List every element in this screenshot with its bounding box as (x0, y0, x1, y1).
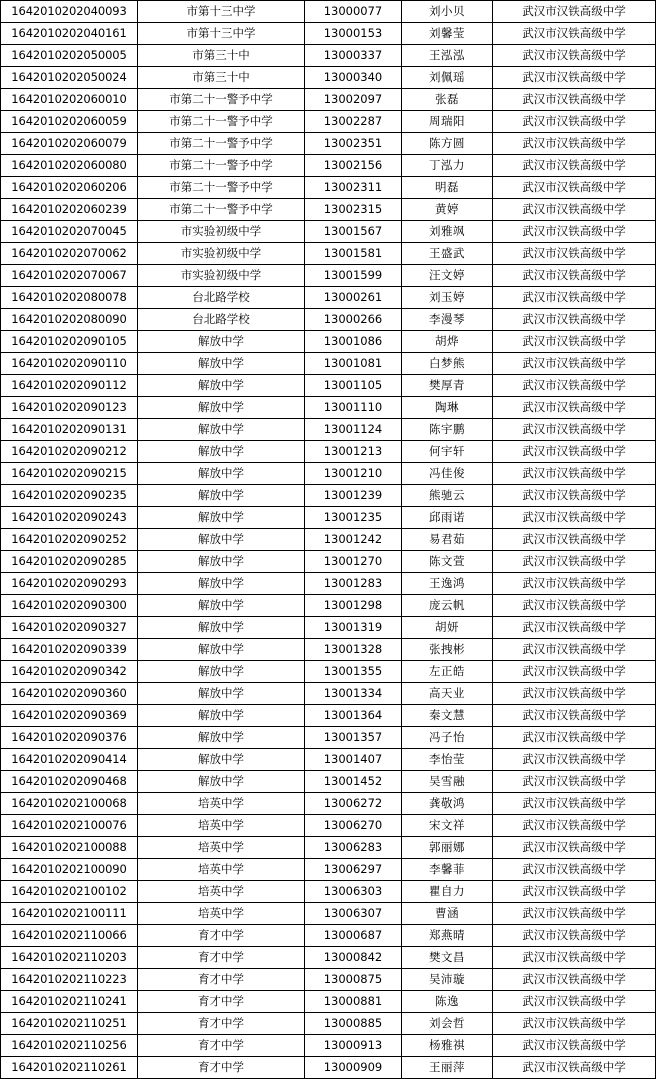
table-row (1, 859, 656, 881)
cell-report_id: 1642010202090468 (1, 771, 138, 793)
cell-destination: 武汉市汉铁高级中学 (493, 1, 656, 23)
cell-school: 解放中学 (138, 617, 305, 639)
cell-code: 13001086 (305, 331, 402, 353)
cell-school: 解放中学 (138, 485, 305, 507)
cell-report_id: 1642010202050005 (1, 45, 138, 67)
cell-code: 13001581 (305, 243, 402, 265)
roster-table-body (1, 1, 656, 1079)
cell-school: 市第二十一警予中学 (138, 133, 305, 155)
cell-destination: 武汉市汉铁高级中学 (493, 199, 656, 221)
cell-school: 市第三十中 (138, 67, 305, 89)
cell-report_id: 1642010202070067 (1, 265, 138, 287)
cell-school: 市实验初级中学 (138, 221, 305, 243)
cell-destination: 武汉市汉铁高级中学 (493, 551, 656, 573)
cell-destination: 武汉市汉铁高级中学 (493, 815, 656, 837)
cell-destination: 武汉市汉铁高级中学 (493, 67, 656, 89)
cell-code: 13001407 (305, 749, 402, 771)
cell-name: 陶琳 (402, 397, 493, 419)
cell-school: 解放中学 (138, 397, 305, 419)
cell-name: 秦文慧 (402, 705, 493, 727)
table-row (1, 969, 656, 991)
cell-school: 市第二十一警予中学 (138, 177, 305, 199)
cell-school: 解放中学 (138, 463, 305, 485)
cell-name: 郭丽娜 (402, 837, 493, 859)
cell-name: 白梦熊 (402, 353, 493, 375)
table-row (1, 111, 656, 133)
table-row (1, 155, 656, 177)
cell-code: 13000261 (305, 287, 402, 309)
cell-name: 吴沛璇 (402, 969, 493, 991)
cell-school: 育才中学 (138, 991, 305, 1013)
table-row (1, 947, 656, 969)
cell-code: 13001452 (305, 771, 402, 793)
cell-destination: 武汉市汉铁高级中学 (493, 529, 656, 551)
cell-report_id: 1642010202040093 (1, 1, 138, 23)
cell-name: 胡妍 (402, 617, 493, 639)
cell-school: 解放中学 (138, 331, 305, 353)
cell-report_id: 1642010202070062 (1, 243, 138, 265)
table-row (1, 441, 656, 463)
cell-code: 13000337 (305, 45, 402, 67)
cell-code: 13000340 (305, 67, 402, 89)
cell-destination: 武汉市汉铁高级中学 (493, 353, 656, 375)
cell-code: 13001319 (305, 617, 402, 639)
cell-school: 解放中学 (138, 727, 305, 749)
cell-school: 培英中学 (138, 793, 305, 815)
cell-report_id: 1642010202060080 (1, 155, 138, 177)
cell-destination: 武汉市汉铁高级中学 (493, 881, 656, 903)
cell-destination: 武汉市汉铁高级中学 (493, 925, 656, 947)
cell-school: 市第十三中学 (138, 1, 305, 23)
cell-code: 13001298 (305, 595, 402, 617)
cell-name: 刘玉婷 (402, 287, 493, 309)
cell-code: 13001599 (305, 265, 402, 287)
cell-code: 13006272 (305, 793, 402, 815)
cell-report_id: 1642010202080078 (1, 287, 138, 309)
cell-code: 13001357 (305, 727, 402, 749)
cell-code: 13000077 (305, 1, 402, 23)
cell-report_id: 1642010202110261 (1, 1057, 138, 1079)
cell-destination: 武汉市汉铁高级中学 (493, 859, 656, 881)
cell-report_id: 1642010202090110 (1, 353, 138, 375)
cell-destination: 武汉市汉铁高级中学 (493, 661, 656, 683)
cell-school: 台北路学校 (138, 309, 305, 331)
cell-report_id: 1642010202090112 (1, 375, 138, 397)
table-row (1, 67, 656, 89)
table-row (1, 199, 656, 221)
cell-code: 13000913 (305, 1035, 402, 1057)
cell-code: 13001355 (305, 661, 402, 683)
cell-code: 13001270 (305, 551, 402, 573)
table-row (1, 89, 656, 111)
cell-code: 13000909 (305, 1057, 402, 1079)
cell-school: 市实验初级中学 (138, 265, 305, 287)
cell-name: 丁泓力 (402, 155, 493, 177)
cell-name: 冯子怡 (402, 727, 493, 749)
cell-code: 13002097 (305, 89, 402, 111)
cell-name: 陈宇鹏 (402, 419, 493, 441)
cell-name: 瞿自力 (402, 881, 493, 903)
cell-name: 王泓泓 (402, 45, 493, 67)
cell-destination: 武汉市汉铁高级中学 (493, 397, 656, 419)
cell-destination: 武汉市汉铁高级中学 (493, 441, 656, 463)
cell-report_id: 1642010202060010 (1, 89, 138, 111)
table-row (1, 661, 656, 683)
cell-school: 解放中学 (138, 683, 305, 705)
cell-name: 陈逸 (402, 991, 493, 1013)
cell-code: 13001124 (305, 419, 402, 441)
cell-report_id: 1642010202060206 (1, 177, 138, 199)
cell-name: 邱雨诺 (402, 507, 493, 529)
table-row (1, 243, 656, 265)
cell-school: 市第二十一警予中学 (138, 199, 305, 221)
cell-code: 13006270 (305, 815, 402, 837)
cell-code: 13000875 (305, 969, 402, 991)
table-row (1, 1057, 656, 1079)
cell-name: 熊驰云 (402, 485, 493, 507)
table-row (1, 815, 656, 837)
table-row (1, 639, 656, 661)
cell-school: 市第二十一警予中学 (138, 155, 305, 177)
cell-destination: 武汉市汉铁高级中学 (493, 507, 656, 529)
cell-destination: 武汉市汉铁高级中学 (493, 573, 656, 595)
cell-report_id: 1642010202100090 (1, 859, 138, 881)
cell-name: 张拽彬 (402, 639, 493, 661)
cell-school: 育才中学 (138, 1035, 305, 1057)
cell-report_id: 1642010202060079 (1, 133, 138, 155)
cell-destination: 武汉市汉铁高级中学 (493, 485, 656, 507)
table-row (1, 551, 656, 573)
table-row (1, 177, 656, 199)
cell-destination: 武汉市汉铁高级中学 (493, 683, 656, 705)
table-row (1, 23, 656, 45)
table-row (1, 617, 656, 639)
cell-school: 解放中学 (138, 507, 305, 529)
table-row (1, 771, 656, 793)
cell-code: 13001105 (305, 375, 402, 397)
cell-report_id: 1642010202090342 (1, 661, 138, 683)
cell-school: 培英中学 (138, 815, 305, 837)
table-row (1, 595, 656, 617)
cell-report_id: 1642010202070045 (1, 221, 138, 243)
cell-school: 解放中学 (138, 353, 305, 375)
cell-report_id: 1642010202090376 (1, 727, 138, 749)
cell-destination: 武汉市汉铁高级中学 (493, 177, 656, 199)
cell-destination: 武汉市汉铁高级中学 (493, 749, 656, 771)
cell-destination: 武汉市汉铁高级中学 (493, 969, 656, 991)
cell-destination: 武汉市汉铁高级中学 (493, 111, 656, 133)
cell-code: 13001235 (305, 507, 402, 529)
cell-report_id: 1642010202060239 (1, 199, 138, 221)
cell-report_id: 1642010202090327 (1, 617, 138, 639)
cell-report_id: 1642010202110241 (1, 991, 138, 1013)
cell-code: 13001210 (305, 463, 402, 485)
cell-name: 刘小贝 (402, 1, 493, 23)
cell-code: 13001283 (305, 573, 402, 595)
cell-report_id: 1642010202100111 (1, 903, 138, 925)
table-row (1, 837, 656, 859)
cell-destination: 武汉市汉铁高级中学 (493, 727, 656, 749)
table-row (1, 683, 656, 705)
table-row (1, 419, 656, 441)
cell-name: 李漫琴 (402, 309, 493, 331)
cell-name: 高天业 (402, 683, 493, 705)
cell-code: 13000266 (305, 309, 402, 331)
table-row (1, 1013, 656, 1035)
cell-school: 育才中学 (138, 1013, 305, 1035)
table-row (1, 903, 656, 925)
cell-name: 杨雅祺 (402, 1035, 493, 1057)
cell-school: 市第二十一警予中学 (138, 89, 305, 111)
table-row (1, 397, 656, 419)
cell-report_id: 1642010202090215 (1, 463, 138, 485)
cell-school: 解放中学 (138, 705, 305, 727)
cell-destination: 武汉市汉铁高级中学 (493, 771, 656, 793)
cell-report_id: 1642010202110223 (1, 969, 138, 991)
cell-school: 解放中学 (138, 639, 305, 661)
cell-school: 培英中学 (138, 859, 305, 881)
cell-destination: 武汉市汉铁高级中学 (493, 903, 656, 925)
cell-destination: 武汉市汉铁高级中学 (493, 1057, 656, 1079)
cell-name: 明磊 (402, 177, 493, 199)
cell-destination: 武汉市汉铁高级中学 (493, 265, 656, 287)
table-row (1, 221, 656, 243)
cell-report_id: 1642010202090235 (1, 485, 138, 507)
cell-school: 市第三十中 (138, 45, 305, 67)
table-row (1, 991, 656, 1013)
table-row (1, 331, 656, 353)
cell-destination: 武汉市汉铁高级中学 (493, 243, 656, 265)
cell-name: 樊厚青 (402, 375, 493, 397)
table-row (1, 265, 656, 287)
cell-code: 13001110 (305, 397, 402, 419)
cell-destination: 武汉市汉铁高级中学 (493, 375, 656, 397)
cell-school: 解放中学 (138, 441, 305, 463)
table-row (1, 507, 656, 529)
cell-code: 13000153 (305, 23, 402, 45)
cell-name: 王逸鸿 (402, 573, 493, 595)
cell-school: 育才中学 (138, 969, 305, 991)
cell-school: 台北路学校 (138, 287, 305, 309)
cell-name: 胡烨 (402, 331, 493, 353)
cell-school: 解放中学 (138, 419, 305, 441)
cell-report_id: 1642010202100076 (1, 815, 138, 837)
cell-name: 周瑞阳 (402, 111, 493, 133)
cell-code: 13002351 (305, 133, 402, 155)
cell-destination: 武汉市汉铁高级中学 (493, 463, 656, 485)
cell-destination: 武汉市汉铁高级中学 (493, 595, 656, 617)
cell-code: 13002311 (305, 177, 402, 199)
cell-code: 13006307 (305, 903, 402, 925)
table-row (1, 793, 656, 815)
table-row (1, 485, 656, 507)
cell-school: 育才中学 (138, 925, 305, 947)
cell-report_id: 1642010202080090 (1, 309, 138, 331)
table-row (1, 463, 656, 485)
cell-name: 黄婷 (402, 199, 493, 221)
cell-code: 13006283 (305, 837, 402, 859)
cell-code: 13006297 (305, 859, 402, 881)
cell-report_id: 1642010202090360 (1, 683, 138, 705)
cell-report_id: 1642010202090243 (1, 507, 138, 529)
table-row (1, 309, 656, 331)
cell-name: 李馨菲 (402, 859, 493, 881)
cell-report_id: 1642010202090212 (1, 441, 138, 463)
cell-destination: 武汉市汉铁高级中学 (493, 155, 656, 177)
cell-report_id: 1642010202090339 (1, 639, 138, 661)
cell-code: 13001239 (305, 485, 402, 507)
cell-school: 育才中学 (138, 1057, 305, 1079)
cell-destination: 武汉市汉铁高级中学 (493, 23, 656, 45)
cell-code: 13001213 (305, 441, 402, 463)
cell-code: 13002315 (305, 199, 402, 221)
cell-destination: 武汉市汉铁高级中学 (493, 705, 656, 727)
cell-report_id: 1642010202040161 (1, 23, 138, 45)
cell-name: 李怡莹 (402, 749, 493, 771)
cell-report_id: 1642010202110066 (1, 925, 138, 947)
cell-school: 解放中学 (138, 573, 305, 595)
cell-code: 13006303 (305, 881, 402, 903)
cell-name: 刘会哲 (402, 1013, 493, 1035)
cell-name: 郑燕晴 (402, 925, 493, 947)
cell-name: 龚敬鸿 (402, 793, 493, 815)
cell-code: 13001334 (305, 683, 402, 705)
table-row (1, 45, 656, 67)
cell-destination: 武汉市汉铁高级中学 (493, 419, 656, 441)
cell-report_id: 1642010202050024 (1, 67, 138, 89)
cell-name: 张磊 (402, 89, 493, 111)
cell-name: 王盛武 (402, 243, 493, 265)
cell-report_id: 1642010202090131 (1, 419, 138, 441)
cell-destination: 武汉市汉铁高级中学 (493, 639, 656, 661)
cell-school: 市实验初级中学 (138, 243, 305, 265)
table-row (1, 529, 656, 551)
cell-code: 13001567 (305, 221, 402, 243)
cell-name: 陈文萱 (402, 551, 493, 573)
cell-name: 冯佳俊 (402, 463, 493, 485)
cell-destination: 武汉市汉铁高级中学 (493, 947, 656, 969)
table-row (1, 881, 656, 903)
cell-school: 解放中学 (138, 529, 305, 551)
table-row (1, 375, 656, 397)
cell-report_id: 1642010202090123 (1, 397, 138, 419)
cell-report_id: 1642010202110203 (1, 947, 138, 969)
cell-destination: 武汉市汉铁高级中学 (493, 221, 656, 243)
cell-school: 解放中学 (138, 771, 305, 793)
cell-report_id: 1642010202110256 (1, 1035, 138, 1057)
table-row (1, 727, 656, 749)
cell-report_id: 1642010202100088 (1, 837, 138, 859)
cell-report_id: 1642010202090105 (1, 331, 138, 353)
cell-school: 解放中学 (138, 375, 305, 397)
cell-code: 13000881 (305, 991, 402, 1013)
cell-code: 13002287 (305, 111, 402, 133)
cell-school: 市第二十一警予中学 (138, 111, 305, 133)
cell-code: 13001081 (305, 353, 402, 375)
table-row (1, 133, 656, 155)
cell-report_id: 1642010202090300 (1, 595, 138, 617)
cell-code: 13000885 (305, 1013, 402, 1035)
cell-school: 解放中学 (138, 749, 305, 771)
cell-report_id: 1642010202090414 (1, 749, 138, 771)
cell-school: 育才中学 (138, 947, 305, 969)
cell-destination: 武汉市汉铁高级中学 (493, 617, 656, 639)
cell-school: 培英中学 (138, 881, 305, 903)
cell-name: 易君茹 (402, 529, 493, 551)
cell-report_id: 1642010202100102 (1, 881, 138, 903)
cell-destination: 武汉市汉铁高级中学 (493, 45, 656, 67)
cell-destination: 武汉市汉铁高级中学 (493, 793, 656, 815)
cell-name: 庞云帆 (402, 595, 493, 617)
cell-name: 樊文昌 (402, 947, 493, 969)
table-row (1, 287, 656, 309)
table-row (1, 925, 656, 947)
cell-school: 解放中学 (138, 551, 305, 573)
cell-destination: 武汉市汉铁高级中学 (493, 287, 656, 309)
cell-name: 王丽萍 (402, 1057, 493, 1079)
cell-destination: 武汉市汉铁高级中学 (493, 133, 656, 155)
cell-school: 解放中学 (138, 661, 305, 683)
cell-name: 陈方圆 (402, 133, 493, 155)
cell-report_id: 1642010202110251 (1, 1013, 138, 1035)
cell-school: 培英中学 (138, 903, 305, 925)
cell-report_id: 1642010202090252 (1, 529, 138, 551)
table-row (1, 1035, 656, 1057)
cell-name: 刘馨莹 (402, 23, 493, 45)
table-row (1, 705, 656, 727)
cell-code: 13002156 (305, 155, 402, 177)
cell-name: 左正皓 (402, 661, 493, 683)
cell-name: 吴雪融 (402, 771, 493, 793)
cell-school: 解放中学 (138, 595, 305, 617)
cell-name: 何宇轩 (402, 441, 493, 463)
table-row (1, 353, 656, 375)
cell-code: 13000842 (305, 947, 402, 969)
cell-destination: 武汉市汉铁高级中学 (493, 1035, 656, 1057)
cell-destination: 武汉市汉铁高级中学 (493, 1013, 656, 1035)
cell-destination: 武汉市汉铁高级中学 (493, 837, 656, 859)
cell-code: 13001328 (305, 639, 402, 661)
table-row (1, 1, 656, 23)
cell-name: 刘佩瑶 (402, 67, 493, 89)
cell-school: 市第十三中学 (138, 23, 305, 45)
cell-name: 汪文婷 (402, 265, 493, 287)
cell-code: 13000687 (305, 925, 402, 947)
cell-code: 13001364 (305, 705, 402, 727)
cell-name: 曹涵 (402, 903, 493, 925)
cell-report_id: 1642010202090285 (1, 551, 138, 573)
cell-code: 13001242 (305, 529, 402, 551)
table-row (1, 749, 656, 771)
table-row (1, 573, 656, 595)
cell-report_id: 1642010202090293 (1, 573, 138, 595)
cell-report_id: 1642010202060059 (1, 111, 138, 133)
cell-name: 宋文祥 (402, 815, 493, 837)
cell-destination: 武汉市汉铁高级中学 (493, 991, 656, 1013)
cell-destination: 武汉市汉铁高级中学 (493, 89, 656, 111)
cell-destination: 武汉市汉铁高级中学 (493, 309, 656, 331)
cell-destination: 武汉市汉铁高级中学 (493, 331, 656, 353)
cell-name: 刘雅飒 (402, 221, 493, 243)
cell-school: 培英中学 (138, 837, 305, 859)
cell-report_id: 1642010202090369 (1, 705, 138, 727)
cell-report_id: 1642010202100068 (1, 793, 138, 815)
